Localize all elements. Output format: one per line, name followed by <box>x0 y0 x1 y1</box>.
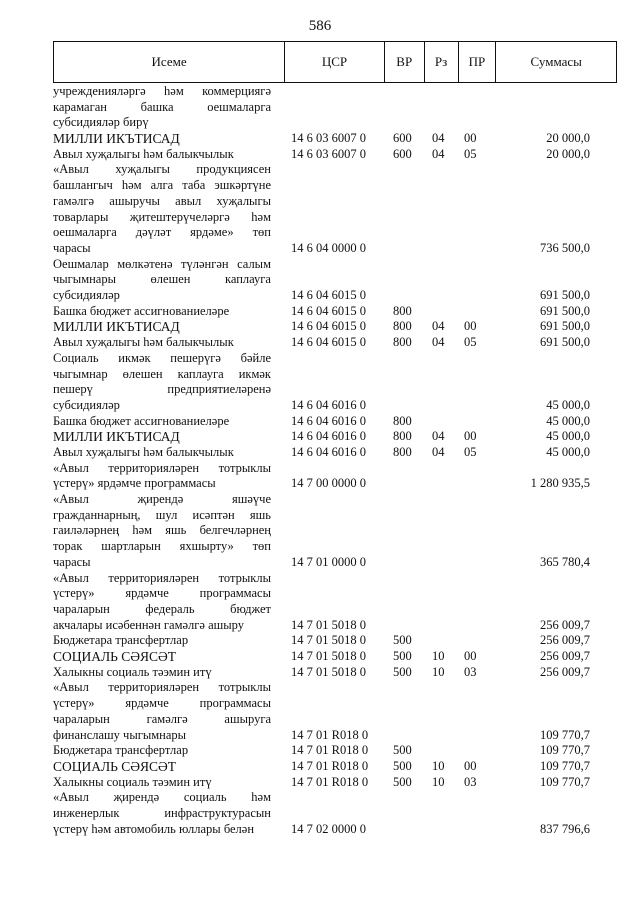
row-sum: 837 796,6 <box>540 821 590 836</box>
row-pr: 05 <box>464 444 477 459</box>
row-vr: 600 <box>393 131 412 146</box>
row-name <box>53 414 271 430</box>
row-name-line: финанслашу чыгымнары <box>53 727 187 742</box>
table-body <box>0 84 640 837</box>
row-pr: 00 <box>464 758 477 773</box>
row-name <box>53 665 271 681</box>
row-vr: 500 <box>393 774 412 789</box>
row-sum: 691 500,0 <box>540 335 590 350</box>
header-vr: ВР <box>385 42 425 82</box>
row-name <box>53 633 271 649</box>
row-name-line: үстерү» ярдәмче программасы <box>53 586 271 601</box>
table-row <box>0 147 640 163</box>
table-row <box>0 461 640 492</box>
row-csr: 14 7 01 R018 0 <box>291 758 369 773</box>
table-row <box>0 335 640 351</box>
row-csr: 14 7 02 0000 0 <box>291 821 366 836</box>
row-vr: 500 <box>393 649 412 664</box>
row-pr: 00 <box>464 429 477 444</box>
row-name-line: МИЛЛИ ИКЪТИСАД <box>53 319 180 335</box>
row-name-line: үстерү» ярдәмче программасы <box>53 696 271 711</box>
row-csr: 14 7 01 R018 0 <box>291 727 369 742</box>
row-vr: 500 <box>393 664 412 679</box>
row-name <box>53 649 271 665</box>
row-name <box>53 162 271 256</box>
row-name <box>53 304 271 320</box>
row-csr: 14 6 03 6007 0 <box>291 131 366 146</box>
row-rz: 10 <box>432 758 445 773</box>
table-row <box>0 633 640 649</box>
row-csr: 14 7 01 5018 0 <box>291 664 366 679</box>
row-vr: 500 <box>393 743 412 758</box>
row-vr: 800 <box>393 335 412 350</box>
row-csr: 14 7 01 0000 0 <box>291 554 366 569</box>
row-name <box>53 319 271 335</box>
row-name-line: карамаган башка оешмаларга <box>53 99 271 114</box>
row-name-line: «Авыл җирендә социаль һәм <box>53 790 271 805</box>
header-pr: ПР <box>459 42 497 82</box>
row-csr: 14 7 01 5018 0 <box>291 633 366 648</box>
table-row <box>0 319 640 335</box>
row-name-line: товарлары җитештерүчеләргә һәм <box>53 209 271 224</box>
row-vr: 500 <box>393 633 412 648</box>
row-rz: 04 <box>432 335 445 350</box>
row-sum: 109 770,7 <box>540 774 590 789</box>
header-name: Исеме <box>54 42 285 82</box>
row-sum: 691 500,0 <box>540 303 590 318</box>
row-rz: 10 <box>432 649 445 664</box>
row-vr: 600 <box>393 146 412 161</box>
row-name-line: субсидияләр <box>53 397 120 412</box>
table-row <box>0 131 640 147</box>
row-pr: 05 <box>464 146 477 161</box>
row-name-line: чыгымнары өлешен каплауга <box>53 272 271 287</box>
row-csr: 14 6 04 6016 0 <box>291 429 366 444</box>
row-name <box>53 680 271 743</box>
row-csr: 14 7 01 5018 0 <box>291 649 366 664</box>
table-header <box>53 41 617 83</box>
row-sum: 256 009,7 <box>540 649 590 664</box>
row-sum: 736 500,0 <box>540 240 590 255</box>
row-name <box>53 147 271 163</box>
row-rz: 04 <box>432 319 445 334</box>
row-name-line: Оешмалар мөлкәтенә түләнгән салым <box>53 256 271 271</box>
row-csr: 14 6 04 6015 0 <box>291 319 366 334</box>
row-name <box>53 131 271 147</box>
row-sum: 45 000,0 <box>546 429 590 444</box>
table-row <box>0 257 640 304</box>
row-name-line: үстерү һәм автомобиль юллары белән <box>53 821 255 836</box>
table-row <box>0 571 640 634</box>
row-name-line: акчалары исәбеннән гамәлгә ашыру <box>53 617 244 632</box>
row-csr: 14 6 04 6015 0 <box>291 335 366 350</box>
row-name-line: МИЛЛИ ИКЪТИСАД <box>53 131 180 147</box>
row-name-line: «Авыл территорияләрен тотрыклы <box>53 680 271 695</box>
row-rz: 10 <box>432 774 445 789</box>
row-name <box>53 84 271 131</box>
row-name-line: Бюджетара трансфертлар <box>53 633 189 648</box>
row-csr: 14 6 04 6016 0 <box>291 413 366 428</box>
row-pr: 03 <box>464 774 477 789</box>
row-name-line: Халыкны социаль тәэмин итү <box>53 664 212 679</box>
row-sum: 45 000,0 <box>546 397 590 412</box>
row-rz: 04 <box>432 429 445 444</box>
row-csr: 14 6 03 6007 0 <box>291 146 366 161</box>
row-sum: 20 000,0 <box>546 131 590 146</box>
row-name <box>53 743 271 759</box>
row-pr: 03 <box>464 664 477 679</box>
row-name-line: торак шартларын яхшырту» төп <box>53 539 271 554</box>
row-sum: 691 500,0 <box>540 288 590 303</box>
table-row <box>0 492 640 571</box>
row-sum: 45 000,0 <box>546 413 590 428</box>
row-name-line: оешмаларга дәүләт ярдәме» төп <box>53 225 271 240</box>
table-row <box>0 414 640 430</box>
row-name <box>53 759 271 775</box>
header-sum: Суммасы <box>530 54 582 69</box>
row-sum: 256 009,7 <box>540 633 590 648</box>
row-csr: 14 6 04 6015 0 <box>291 288 366 303</box>
row-name <box>53 351 271 414</box>
table-row <box>0 775 640 791</box>
row-csr: 14 7 01 R018 0 <box>291 774 369 789</box>
row-name-line: гамәлгә ашыручы авыл хуҗалыгы <box>53 193 271 208</box>
row-name-line: Авыл хуҗалыгы һәм балыкчылык <box>53 444 234 459</box>
row-name-line: гражданнарның, шул исәптән яшь <box>53 507 271 522</box>
row-name-line: үстерү» ярдәмче программасы <box>53 476 216 491</box>
row-name <box>53 445 271 461</box>
row-rz: 04 <box>432 146 445 161</box>
row-sum: 691 500,0 <box>540 319 590 334</box>
row-vr: 800 <box>393 319 412 334</box>
page-number: 586 <box>308 18 332 34</box>
table-row <box>0 680 640 743</box>
row-name-line: субсидияләр <box>53 288 120 303</box>
row-name-line: «Авыл территорияләрен тотрыклы <box>53 460 271 475</box>
row-name-line: СОЦИАЛЬ СӘЯСӘТ <box>53 649 177 665</box>
row-sum: 1 280 935,5 <box>530 476 590 491</box>
row-name <box>53 775 271 791</box>
header-csr: ЦСР <box>285 42 385 82</box>
row-name <box>53 571 271 634</box>
row-name-line: Социаль икмәк пешерүгә бәйле <box>53 350 271 365</box>
row-csr: 14 7 01 R018 0 <box>291 743 369 758</box>
row-name-line: Бюджетара трансфертлар <box>53 743 189 758</box>
row-name <box>53 429 271 445</box>
row-name-line: «Авыл хуҗалыгы продукциясен <box>53 162 271 177</box>
row-vr: 800 <box>393 429 412 444</box>
row-pr: 00 <box>464 319 477 334</box>
row-name-line: чараларын федераль бюджет <box>53 601 271 616</box>
row-vr: 800 <box>393 444 412 459</box>
table-row <box>0 429 640 445</box>
row-name-line: башлангыч һәм алга таба эшкәртүне <box>53 178 271 193</box>
row-sum: 109 770,7 <box>540 743 590 758</box>
row-pr: 00 <box>464 649 477 664</box>
row-name <box>53 492 271 571</box>
row-name-line: Авыл хуҗалыгы һәм балыкчылык <box>53 335 234 350</box>
row-name <box>53 461 271 492</box>
table-row <box>0 790 640 837</box>
row-csr: 14 6 04 6016 0 <box>291 397 366 412</box>
table-row <box>0 445 640 461</box>
row-sum: 365 780,4 <box>540 554 590 569</box>
row-name-line: субсидияләр бирү <box>53 115 149 130</box>
table-row <box>0 759 640 775</box>
row-sum: 45 000,0 <box>546 444 590 459</box>
row-sum: 20 000,0 <box>546 146 590 161</box>
row-rz: 10 <box>432 664 445 679</box>
row-csr: 14 6 04 0000 0 <box>291 240 366 255</box>
row-rz: 04 <box>432 131 445 146</box>
table-row <box>0 351 640 414</box>
row-csr: 14 7 01 5018 0 <box>291 617 366 632</box>
row-name-line: Авыл хуҗалыгы һәм балыкчылык <box>53 146 234 161</box>
table-row <box>0 665 640 681</box>
row-name-line: «Авыл территорияләрен тотрыклы <box>53 570 271 585</box>
row-name-line: Халыкны социаль тәэмин итү <box>53 774 212 789</box>
row-csr: 14 6 04 6015 0 <box>291 303 366 318</box>
row-name-line: «Авыл җирендә яшәүче <box>53 492 271 507</box>
row-sum: 109 770,7 <box>540 727 590 742</box>
row-name-line: СОЦИАЛЬ СӘЯСӘТ <box>53 758 177 774</box>
row-pr: 05 <box>464 335 477 350</box>
row-name-line: Башка бюджет ассигнованиеләре <box>53 413 230 428</box>
row-name-line: чыгымнар өлешен каплауга икмәк <box>53 366 271 381</box>
table-row <box>0 743 640 759</box>
row-sum: 256 009,7 <box>540 664 590 679</box>
row-csr: 14 6 04 6016 0 <box>291 444 366 459</box>
row-pr: 00 <box>464 131 477 146</box>
row-name-line: чараларын гамәлгә ашыруга <box>53 711 271 726</box>
table-row <box>0 304 640 320</box>
row-name <box>53 790 271 837</box>
row-name-line: пешерү предприятиеләренә <box>53 382 271 397</box>
table-row <box>0 649 640 665</box>
row-vr: 800 <box>393 303 412 318</box>
row-name-line: гаиләләрнең һәм яшь белгечләрнең <box>53 523 271 538</box>
table-row <box>0 162 640 256</box>
row-name-line: инженерлык инфраструктурасын <box>53 805 271 820</box>
row-name-line: чарасы <box>53 240 91 255</box>
row-vr: 500 <box>393 758 412 773</box>
header-rz: Рз <box>425 42 459 82</box>
row-name <box>53 335 271 351</box>
row-sum: 109 770,7 <box>540 758 590 773</box>
row-name <box>53 257 271 304</box>
row-rz: 04 <box>432 444 445 459</box>
row-name-line: Башка бюджет ассигнованиеләре <box>53 303 230 318</box>
row-vr: 800 <box>393 413 412 428</box>
row-name-line: чарасы <box>53 554 91 569</box>
row-name-line: учрежденияләргә һәм коммерциягә <box>53 84 271 98</box>
row-csr: 14 7 00 0000 0 <box>291 476 366 491</box>
row-name-line: МИЛЛИ ИКЪТИСАД <box>53 429 180 445</box>
row-sum: 256 009,7 <box>540 617 590 632</box>
table-row <box>0 84 640 131</box>
